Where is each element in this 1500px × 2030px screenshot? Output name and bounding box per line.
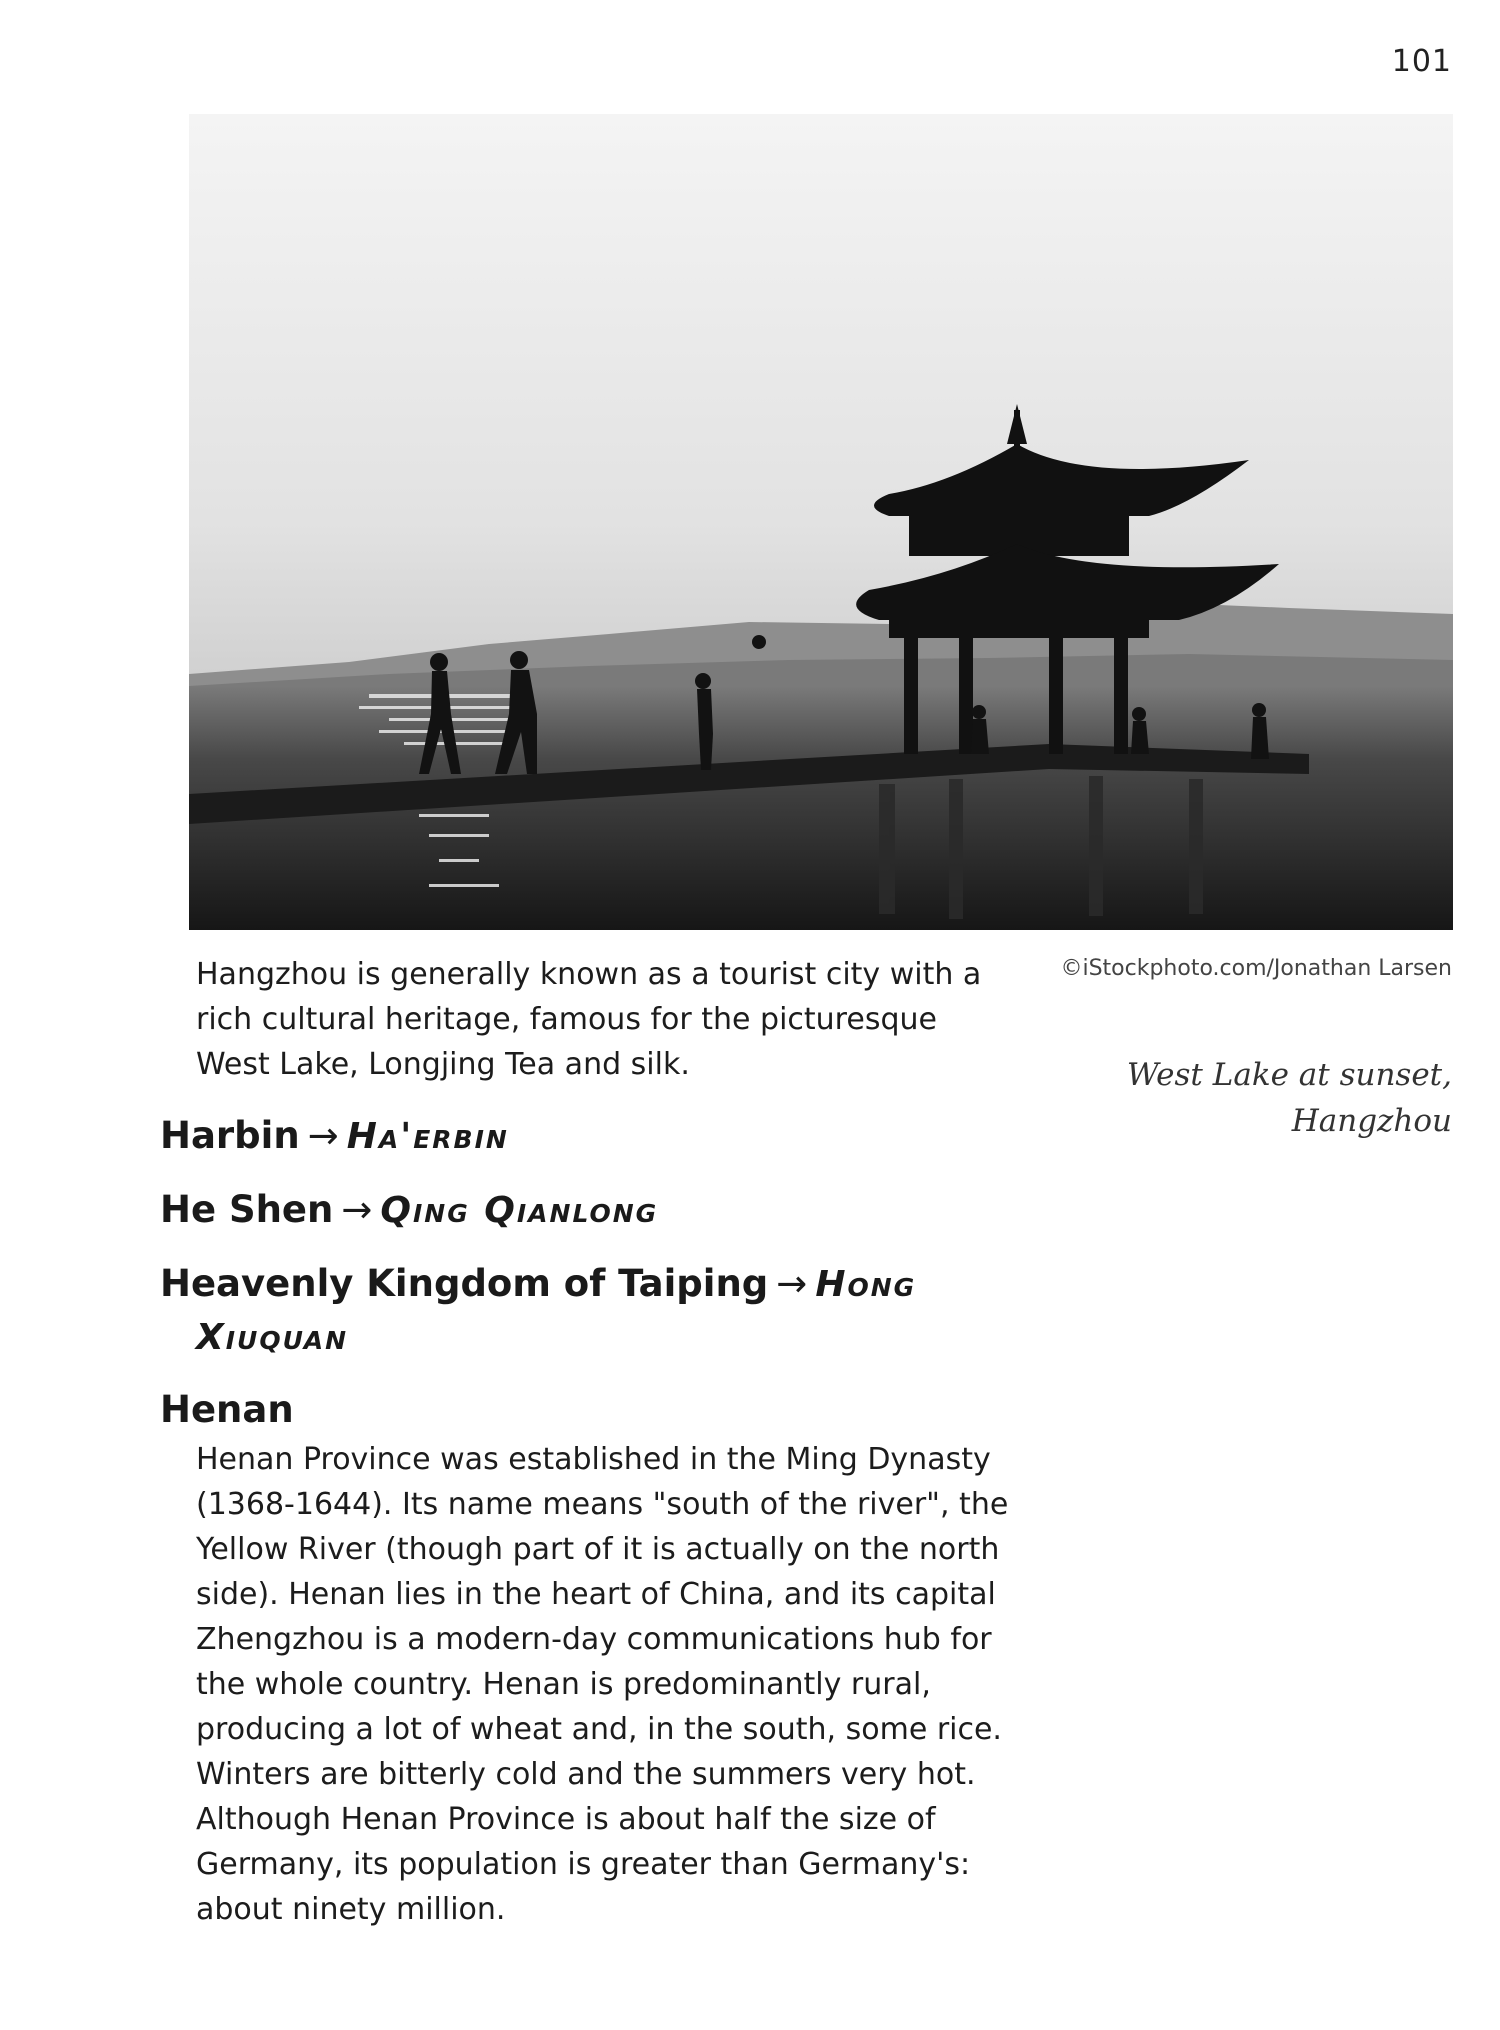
west-lake-photo	[189, 114, 1453, 930]
entry-term: Heavenly Kingdom of Taiping	[160, 1262, 769, 1305]
caption-line-1: West Lake at sunset,	[1126, 1057, 1452, 1093]
intro-paragraph: Hangzhou is generally known as a tourist city with a rich cultural heritage, famous for the picturesque West Lake, Longjing Tea and silk.	[196, 957, 982, 1082]
caption-line-2: Hangzhou	[1291, 1103, 1452, 1139]
entry-cross-reference: Ha'erbin	[346, 1116, 509, 1157]
entry-term: Harbin	[160, 1114, 300, 1157]
entry-henan-heading: Henan	[160, 1388, 294, 1431]
entry-he-shen	[160, 1184, 1016, 1237]
photo-caption	[1127, 1052, 1452, 1144]
arrow-icon: →	[341, 1188, 373, 1231]
entry-cross-reference: Qing Qianlong	[380, 1190, 659, 1231]
entry-harbin	[160, 1110, 1016, 1163]
page-number: 101	[1391, 44, 1452, 79]
entry-term: He Shen	[160, 1188, 334, 1231]
arrow-icon: →	[776, 1262, 808, 1305]
photo-credit: ©iStockphoto.com/Jonathan Larsen	[1060, 956, 1452, 981]
entry-cross-reference: Hong Xiuquan	[196, 1264, 917, 1358]
arrow-icon: →	[307, 1114, 339, 1157]
henan-body: Henan Province was established in the Ming Dynasty (1368-1644). Its name means "south of the river", the Yellow River (though part of it is actually on the north side). Henan lies in the heart of China, and its capital Zhengzhou is a modern-day communications hub for the whole country. Henan is predominantly rural, producing a lot of wheat and, in the south, some rice. Winters are bitterly cold and the summers very hot. Although Henan Province is about half the size of Germany, its population is greater than Germany's: about ninety million.	[196, 1442, 1009, 1927]
entry-heavenly-kingdom	[160, 1258, 1016, 1364]
